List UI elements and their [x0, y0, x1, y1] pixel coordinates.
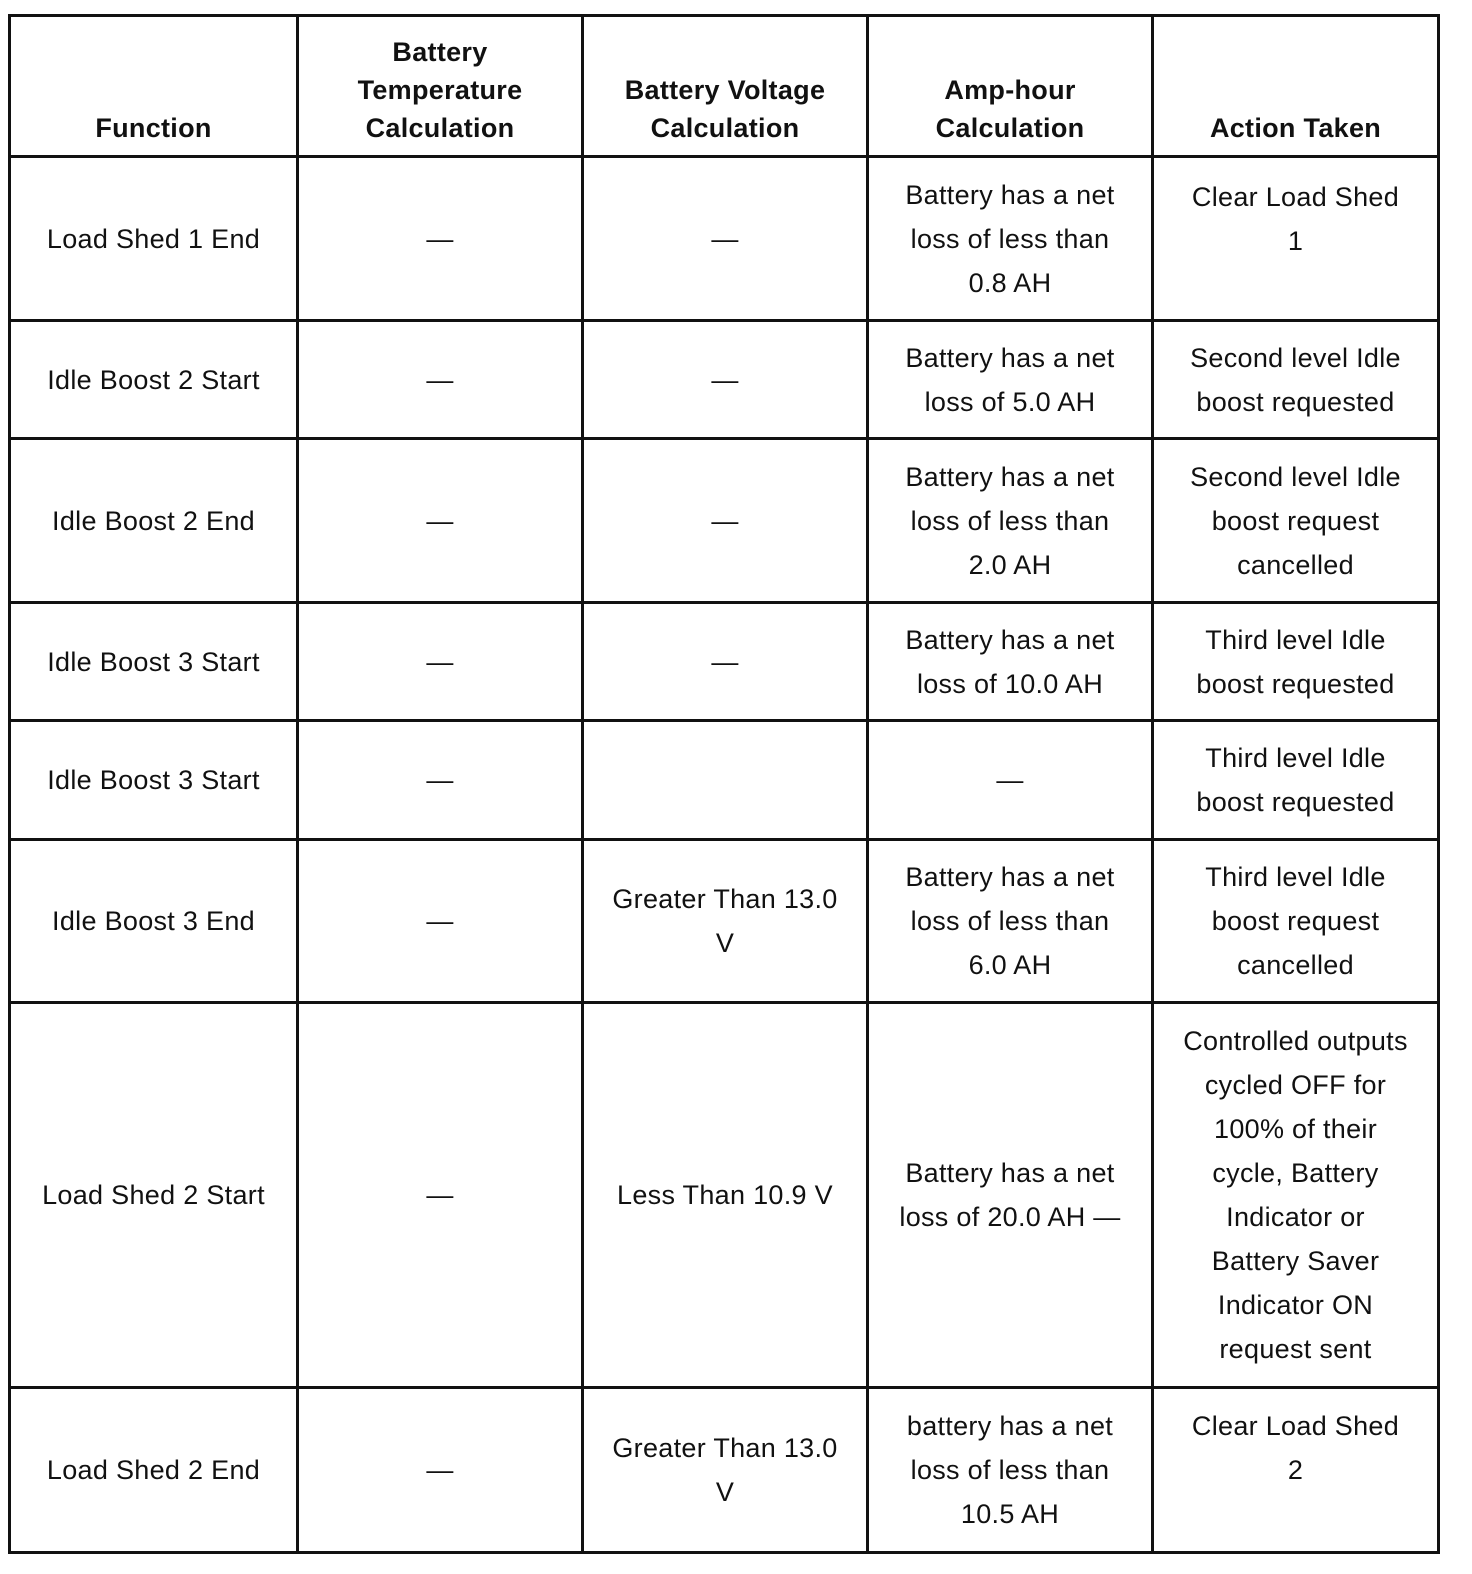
cell-amp-hour: —	[868, 721, 1153, 840]
cell-function: Idle Boost 3 End	[10, 840, 298, 1003]
cell-action: Third level Idle boost requested	[1153, 721, 1439, 840]
cell-function: Load Shed 2 End	[10, 1388, 298, 1553]
cell-amp-hour: battery has a net loss of less than 10.5 AH	[868, 1388, 1153, 1553]
table-row	[10, 321, 1439, 439]
cell-temperature: —	[298, 603, 583, 721]
cell-voltage: —	[583, 157, 868, 321]
cell-temperature: —	[298, 1003, 583, 1388]
cell-voltage: Less Than 10.9 V	[583, 1003, 868, 1388]
cell-voltage: —	[583, 439, 868, 603]
cell-temperature: —	[298, 321, 583, 439]
table-row	[10, 603, 1439, 721]
cell-voltage: Greater Than 13.0 V	[583, 1388, 868, 1553]
table-row	[10, 1003, 1439, 1388]
header-battery-voltage: Battery Voltage Calculation	[583, 16, 868, 157]
header-battery-temperature: Battery Temperature Calculation	[298, 16, 583, 157]
cell-amp-hour: Battery has a net loss of 20.0 AH —	[868, 1003, 1153, 1388]
cell-function: Load Shed 1 End	[10, 157, 298, 321]
cell-action: Clear Load Shed 1	[1153, 157, 1439, 321]
cell-function: Idle Boost 3 Start	[10, 603, 298, 721]
cell-temperature: —	[298, 1388, 583, 1553]
battery-load-shed-table	[8, 14, 1440, 1554]
header-function: Function	[10, 16, 298, 157]
cell-amp-hour: Battery has a net loss of less than 2.0 AH	[868, 439, 1153, 603]
table-row	[10, 157, 1439, 321]
cell-function: Idle Boost 2 End	[10, 439, 298, 603]
cell-action: Second level Idle boost requested	[1153, 321, 1439, 439]
cell-function: Load Shed 2 Start	[10, 1003, 298, 1388]
cell-function: Idle Boost 3 Start	[10, 721, 298, 840]
header-action-taken: Action Taken	[1153, 16, 1439, 157]
cell-temperature: —	[298, 439, 583, 603]
cell-voltage: Greater Than 13.0 V	[583, 840, 868, 1003]
cell-action: Clear Load Shed 2	[1153, 1388, 1439, 1553]
cell-temperature: —	[298, 157, 583, 321]
cell-temperature: —	[298, 721, 583, 840]
cell-amp-hour: Battery has a net loss of less than 0.8 AH	[868, 157, 1153, 321]
cell-voltage: —	[583, 603, 868, 721]
cell-function: Idle Boost 2 Start	[10, 321, 298, 439]
cell-voltage: —	[583, 321, 868, 439]
header-row	[10, 16, 1439, 157]
cell-temperature: —	[298, 840, 583, 1003]
cell-amp-hour: Battery has a net loss of 5.0 AH	[868, 321, 1153, 439]
cell-action: Third level Idle boost request cancelled	[1153, 840, 1439, 1003]
cell-voltage	[583, 721, 868, 840]
table-row	[10, 721, 1439, 840]
table-row	[10, 840, 1439, 1003]
cell-action: Second level Idle boost request cancelled	[1153, 439, 1439, 603]
cell-amp-hour: Battery has a net loss of less than 6.0 AH	[868, 840, 1153, 1003]
cell-action: Third level Idle boost requested	[1153, 603, 1439, 721]
cell-amp-hour: Battery has a net loss of 10.0 AH	[868, 603, 1153, 721]
table-row	[10, 1388, 1439, 1553]
table-row	[10, 439, 1439, 603]
cell-action: Controlled outputs cycled OFF for 100% of their cycle, Battery Indicator or Battery Saver Indicator ON request sent	[1153, 1003, 1439, 1388]
header-amp-hour: Amp-hour Calculation	[868, 16, 1153, 157]
